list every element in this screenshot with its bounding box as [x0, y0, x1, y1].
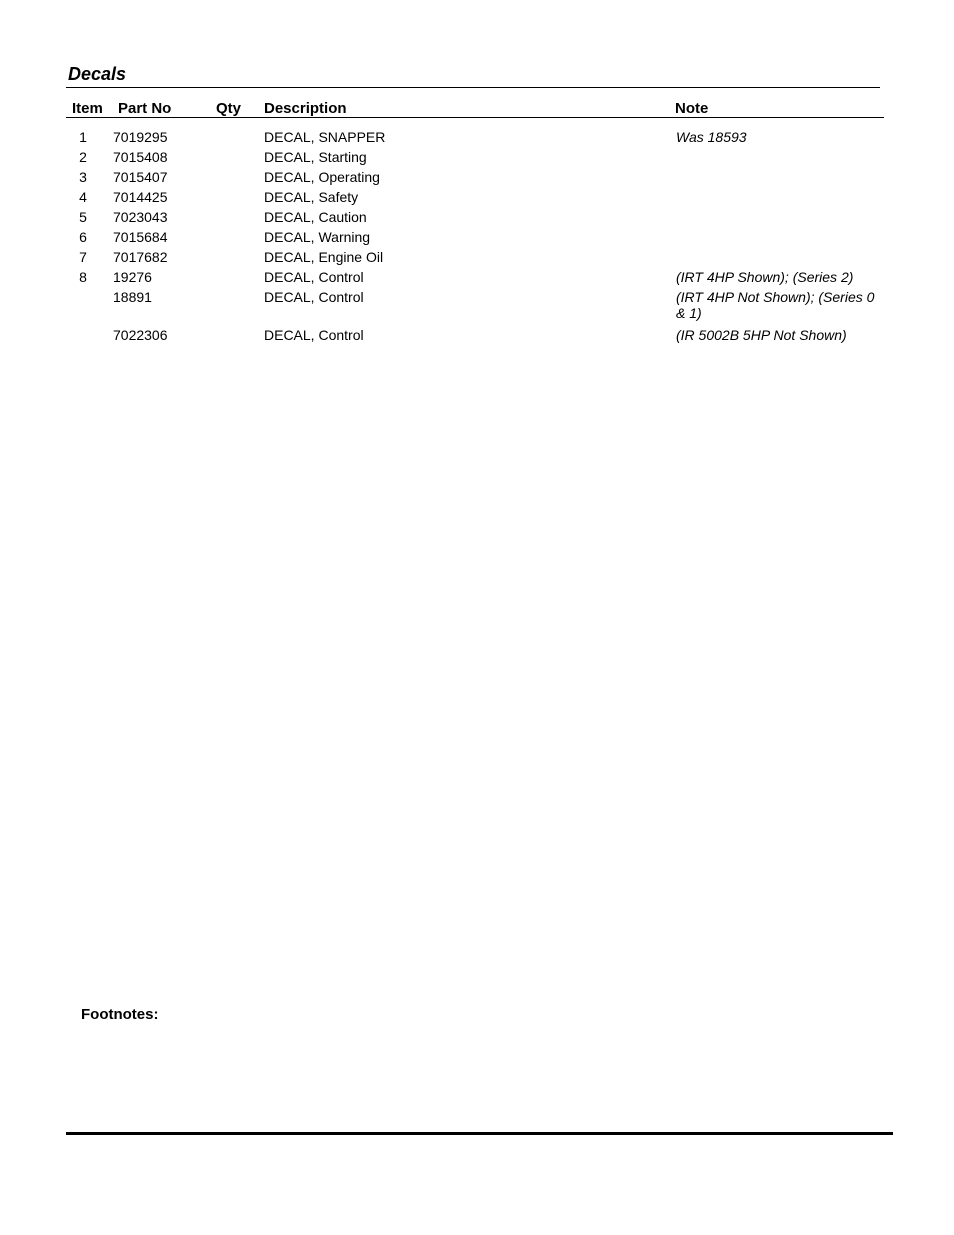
row-part-no: 7015684 [113, 229, 168, 245]
row-part-no: 18891 [113, 289, 152, 305]
table-row [0, 267, 954, 287]
table-row [0, 325, 954, 345]
row-part-no: 7019295 [113, 129, 168, 145]
title-divider [66, 87, 880, 88]
row-description: DECAL, Engine Oil [264, 249, 384, 265]
row-note: (IR 5002B 5HP Not Shown) [676, 327, 847, 343]
row-item: 7 [79, 249, 87, 265]
row-note: (IRT 4HP Shown); (Series 2) [676, 269, 854, 285]
table-header-row [0, 99, 954, 119]
table-row [0, 127, 954, 147]
section-title: Decals [68, 64, 127, 84]
row-item: 2 [79, 149, 87, 165]
row-part-no: 19276 [113, 269, 152, 285]
footnotes-label: Footnotes: [81, 1006, 159, 1023]
header-item: Item [72, 100, 103, 117]
row-description: DECAL, SNAPPER [264, 129, 386, 145]
header-note: Note [675, 100, 709, 117]
header-description: Description [264, 100, 347, 117]
row-part-no: 7023043 [113, 209, 168, 225]
row-note: Was 18593 [676, 129, 747, 145]
row-description: DECAL, Control [264, 269, 364, 285]
table-row [0, 167, 954, 187]
row-part-no: 7017682 [113, 249, 168, 265]
table-row [0, 147, 954, 167]
row-part-no: 7022306 [113, 327, 168, 343]
table-row [0, 247, 954, 267]
row-description: DECAL, Caution [264, 209, 367, 225]
row-description: DECAL, Starting [264, 149, 367, 165]
row-item: 8 [79, 269, 87, 285]
header-part-no: Part No [118, 100, 172, 117]
row-description: DECAL, Safety [264, 189, 359, 205]
row-item: 3 [79, 169, 87, 185]
row-part-no: 7014425 [113, 189, 168, 205]
table-row [0, 287, 954, 325]
header-divider [66, 117, 884, 118]
row-part-no: 7015407 [113, 169, 168, 185]
row-item: 4 [79, 189, 87, 205]
footer-divider [66, 1132, 893, 1135]
row-description: DECAL, Control [264, 289, 364, 305]
table-row [0, 227, 954, 247]
row-part-no: 7015408 [113, 149, 168, 165]
row-description: DECAL, Operating [264, 169, 380, 185]
row-item: 5 [79, 209, 87, 225]
table-row [0, 187, 954, 207]
row-note: (IRT 4HP Not Shown); (Series 0 & 1) [676, 289, 875, 321]
header-qty: Qty [216, 100, 242, 117]
table-row [0, 207, 954, 227]
row-description: DECAL, Warning [264, 229, 371, 245]
parts-table-body [0, 127, 954, 345]
row-item: 1 [79, 129, 87, 145]
row-item: 6 [79, 229, 87, 245]
row-description: DECAL, Control [264, 327, 364, 343]
